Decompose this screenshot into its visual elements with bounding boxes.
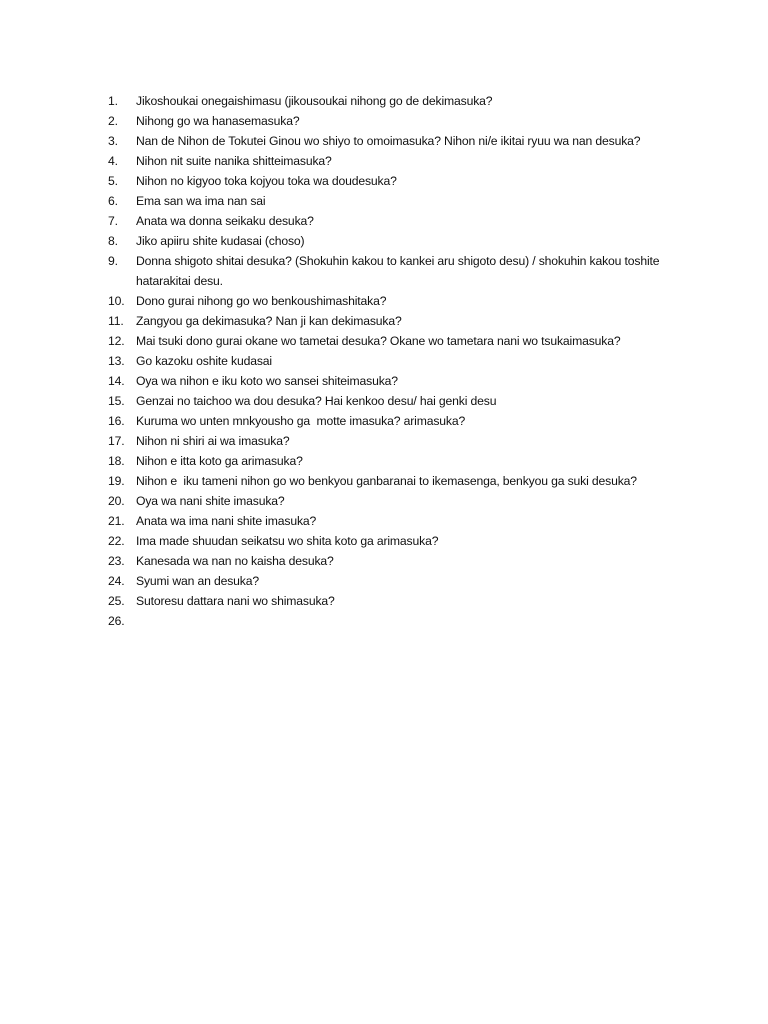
question-item	[108, 491, 708, 511]
question-text: Donna shigoto shitai desuka? (Shokuhin kakou to kankei aru shigoto desu) / shokuhin kakou toshite hatarakitai desu.	[136, 254, 663, 288]
question-number: 10.	[108, 294, 125, 308]
question-list	[108, 91, 708, 628]
question-number: 21.	[108, 514, 125, 528]
question-item	[108, 431, 708, 451]
question-text: Anata wa ima nani shite imasuka?	[136, 514, 317, 528]
question-text: Nan de Nihon de Tokutei Ginou wo shiyo to omoimasuka? Nihon ni/e ikitai ryuu wa nan desuka?	[136, 134, 641, 148]
question-text: Jikoshoukai onegaishimasu (jikousoukai nihong go de dekimasuka?	[136, 94, 493, 108]
question-text: Kuruma wo unten mnkyousho ga motte imasuka? arimasuka?	[136, 414, 466, 428]
question-text: Ima made shuudan seikatsu wo shita koto ga arimasuka?	[136, 534, 439, 548]
question-number: 23.	[108, 554, 125, 568]
question-item	[108, 311, 708, 331]
question-text: Nihon e iku tameni nihon go wo benkyou ganbaranai to ikemasenga, benkyou ga suki desuka?	[136, 474, 637, 488]
question-item	[108, 531, 708, 551]
question-number: 20.	[108, 494, 125, 508]
question-item	[108, 351, 708, 371]
question-item	[108, 151, 708, 171]
question-item	[108, 571, 708, 591]
question-number: 17.	[108, 434, 125, 448]
question-number: 15.	[108, 394, 125, 408]
question-number: 12.	[108, 334, 125, 348]
question-number: 16.	[108, 414, 125, 428]
question-text: Nihon ni shiri ai wa imasuka?	[136, 434, 290, 448]
question-item	[108, 211, 708, 231]
question-text: Nihon no kigyoo toka kojyou toka wa doudesuka?	[136, 174, 397, 188]
question-item	[108, 551, 708, 571]
question-text: Nihon e itta koto ga arimasuka?	[136, 454, 303, 468]
question-item	[108, 391, 708, 411]
question-number: 13.	[108, 354, 125, 368]
question-text: Syumi wan an desuka?	[136, 574, 260, 588]
question-text: Dono gurai nihong go wo benkoushimashitaka?	[136, 294, 387, 308]
question-text: Mai tsuki dono gurai okane wo tametai desuka? Okane wo tametara nani wo tsukaimasuka?	[136, 334, 621, 348]
question-text: Sutoresu dattara nani wo shimasuka?	[136, 594, 335, 608]
question-item	[108, 451, 708, 471]
question-item	[108, 191, 708, 211]
question-number: 9.	[108, 254, 118, 268]
question-item	[108, 251, 708, 291]
question-number: 1.	[108, 94, 118, 108]
question-number: 19.	[108, 474, 125, 488]
question-item	[108, 331, 708, 351]
question-item	[108, 411, 708, 431]
question-item	[108, 231, 708, 251]
question-text: Nihon nit suite nanika shitteimasuka?	[136, 154, 332, 168]
question-number: 6.	[108, 194, 118, 208]
question-number: 7.	[108, 214, 118, 228]
question-number: 24.	[108, 574, 125, 588]
question-item	[108, 131, 708, 151]
question-text: Zangyou ga dekimasuka? Nan ji kan dekimasuka?	[136, 314, 402, 328]
question-number: 11.	[108, 314, 124, 328]
question-number: 25.	[108, 594, 125, 608]
question-text: Anata wa donna seikaku desuka?	[136, 214, 314, 228]
question-text: Go kazoku oshite kudasai	[136, 354, 272, 368]
question-text: Oya wa nihon e iku koto wo sansei shiteimasuka?	[136, 374, 398, 388]
question-item	[108, 511, 708, 531]
question-item	[108, 171, 708, 191]
question-number: 18.	[108, 454, 125, 468]
question-item	[108, 371, 708, 391]
question-number: 4.	[108, 154, 118, 168]
question-item	[108, 91, 708, 111]
question-number: 8.	[108, 234, 118, 248]
question-item	[108, 291, 708, 311]
question-number: 26.	[108, 614, 125, 628]
question-number: 3.	[108, 134, 118, 148]
question-item	[108, 111, 708, 131]
question-item	[108, 471, 708, 491]
question-number: 5.	[108, 174, 118, 188]
question-text: Genzai no taichoo wa dou desuka? Hai kenkoo desu/ hai genki desu	[136, 394, 497, 408]
question-number: 2.	[108, 114, 118, 128]
question-text: Ema san wa ima nan sai	[136, 194, 266, 208]
question-number: 14.	[108, 374, 125, 388]
question-text: Jiko apiiru shite kudasai (choso)	[136, 234, 305, 248]
question-text: Nihong go wa hanasemasuka?	[136, 114, 300, 128]
question-text: Kanesada wa nan no kaisha desuka?	[136, 554, 334, 568]
question-text: Oya wa nani shite imasuka?	[136, 494, 285, 508]
question-number: 22.	[108, 534, 125, 548]
question-item	[108, 591, 708, 611]
